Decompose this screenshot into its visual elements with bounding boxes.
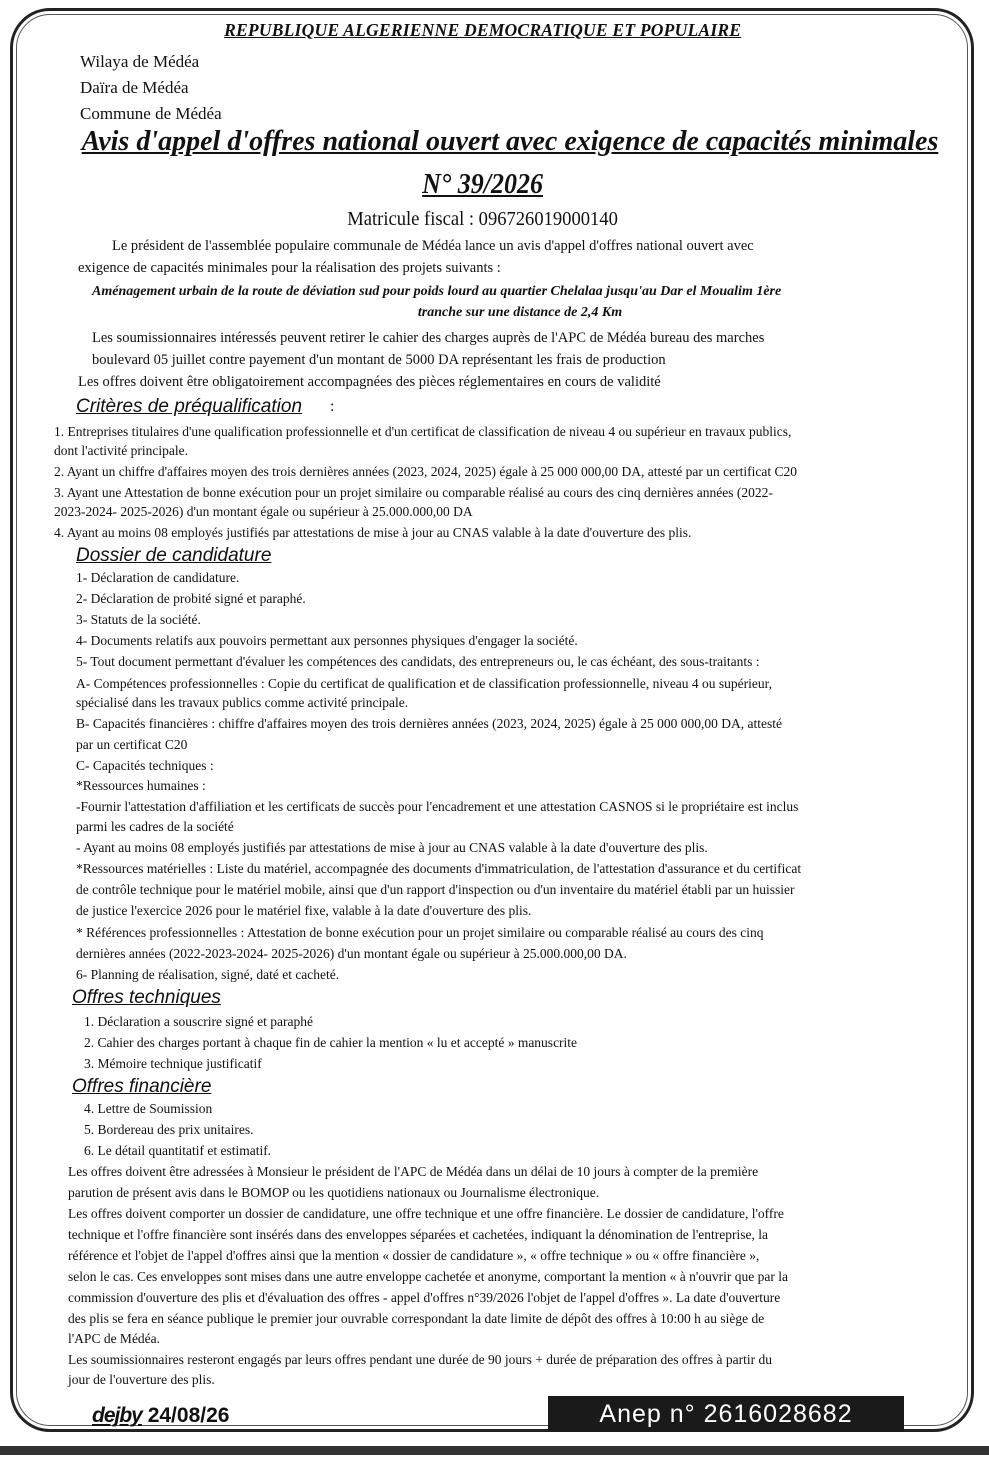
- intro-line: Le président de l'assemblée populaire communale de Médéa lance un avis d'appel d'offres national ouvert avec: [112, 238, 754, 254]
- dossier-item: *Ressources matérielles : Liste du matériel, accompagnée des documents d'immatriculation, de l'attestation d'assurance et du certificat: [76, 861, 802, 876]
- retrieval-line: boulevard 05 juillet contre payement d'un montant de 5000 DA représentant les frais de production: [92, 352, 666, 368]
- anep-reference: Anep n° 2616028682: [548, 1396, 904, 1432]
- closing-line: référence et l'objet de l'appel d'offres ainsi que la mention « dossier de candidature », « offre technique » ou « offre financière »,: [68, 1248, 760, 1263]
- republic-heading: REPUBLIQUE ALGERIENNE DEMOCRATIQUE ET POPULAIRE: [224, 20, 742, 40]
- publisher-logo: dejby: [92, 1404, 142, 1427]
- dossier-item: *Ressources humaines :: [76, 778, 206, 793]
- project-title: tranche sur une distance de 2,4 Km: [417, 305, 623, 320]
- dossier-item: B- Capacités financières : chiffre d'affaires moyen des trois dernières années (2023, 2024, 2025) égale à 25 000 000,00 DA, attesté: [76, 716, 782, 731]
- financial-offer-item: 6. Le détail quantitatif et estimatif.: [84, 1143, 272, 1158]
- criteria-item: 3. Ayant une Attestation de bonne exécution pour un projet similaire ou comparable réalisé au cours des cinq dernières années (2022-: [54, 485, 773, 500]
- retrieval-line: Les soumissionnaires intéressés peuvent retirer le cahier des charges auprès de l'APC de Médéa bureau des marches: [92, 330, 765, 346]
- technical-offer-item: 2. Cahier des charges portant à chaque fin de cahier la mention « lu et accepté » manuscrite: [84, 1035, 578, 1050]
- matricule-fiscal: Matricule fiscal : 096726019000140: [347, 208, 618, 230]
- closing-line: l'APC de Médéa.: [68, 1331, 161, 1346]
- publisher-stamp: [92, 1404, 229, 1428]
- criteria-item: 1. Entreprises titulaires d'une qualification professionnelle et d'un certificat de classification de niveau 4 ou supérieur en travaux publics,: [54, 424, 792, 439]
- criteria-item: dont l'activité principale.: [54, 443, 189, 458]
- dossier-item: dernières années (2022-2023-2024- 2025-2026) d'un montant égale ou supérieur à 25.000.000,00 DA.: [76, 946, 627, 961]
- notice-title: Avis d'appel d'offres national ouvert avec exigence de capacités minimales: [81, 126, 939, 157]
- criteria-item: 2. Ayant un chiffre d'affaires moyen des trois dernières années (2023, 2024, 2025) égale à 25 000 000,00 DA, attesté par un certificat C20: [54, 464, 797, 479]
- closing-line: jour de l'ouverture des plis.: [68, 1372, 215, 1387]
- dossier-item: 4- Documents relatifs aux pouvoirs permettant aux personnes physiques d'engager la société.: [76, 633, 578, 648]
- criteria-item: 2023-2024- 2025-2026) d'un montant égale ou supérieur à 25.000.000,00 DA: [54, 504, 473, 519]
- dossier-item: 1- Déclaration de candidature.: [76, 570, 240, 585]
- dossier-item: 5- Tout document permettant d'évaluer les compétences des candidats, des entrepreneurs ou, le cas échéant, des sous-traitants :: [76, 654, 760, 669]
- dossier-item: C- Capacités techniques :: [76, 758, 214, 773]
- technical-offers-heading: Offres techniques: [72, 987, 221, 1008]
- closing-line: des plis se fera en séance publique le premier jour ouvrable correspondant la date limite de dépôt des offres à 10:00 h au siège de: [68, 1311, 765, 1326]
- daira-line: Daïra de Médéa: [80, 78, 189, 97]
- intro-line: exigence de capacités minimales pour la réalisation des projets suivants :: [78, 260, 501, 276]
- dossier-item: - Ayant au moins 08 employés justifiés par attestations de mise à jour au CNAS valable à la date d'ouverture des plis.: [76, 840, 708, 855]
- dossier-item: 2- Déclaration de probité signé et paraphé.: [76, 591, 306, 606]
- commune-line: Commune de Médéa: [80, 104, 222, 123]
- dossier-heading: Dossier de candidature: [76, 545, 272, 566]
- publication-date: 24/08/26: [147, 1404, 230, 1427]
- criteria-heading: Critères de préqualification: [76, 396, 303, 417]
- project-title: Aménagement urbain de la route de déviation sud pour poids lourd au quartier Chelalaa jusqu'au Dar el Moualim 1ère: [92, 284, 782, 299]
- dossier-item: A- Compétences professionnelles : Copie du certificat de qualification et de classification professionnelle, niveau 4 ou supérieur,: [76, 676, 772, 691]
- dossier-item: de justice l'exercice 2026 pour le matériel fixe, valable à la date d'ouverture des plis.: [76, 903, 532, 918]
- closing-line: technique et l'offre financière sont insérés dans des enveloppes séparées et cachetées, indiquant la dénomination de l'entreprise, la: [68, 1227, 768, 1242]
- dossier-item: spécialisé dans les travaux publics comme activité principale.: [76, 695, 409, 710]
- retrieval-line: Les offres doivent être obligatoirement accompagnées des pièces réglementaires en cours de validité: [78, 374, 661, 390]
- technical-offer-item: 3. Mémoire technique justificatif: [84, 1056, 262, 1071]
- closing-line: Les soumissionnaires resteront engagés par leurs offres pendant une durée de 90 jours + durée de préparation des offres à partir du: [68, 1352, 773, 1367]
- closing-line: Les offres doivent comporter un dossier de candidature, une offre technique et une offre financière. Le dossier de candidature, l'offre: [68, 1206, 784, 1221]
- dossier-item: 6- Planning de réalisation, signé, daté et cacheté.: [76, 967, 340, 982]
- wilaya-line: Wilaya de Médéa: [80, 52, 200, 71]
- dossier-item: par un certificat C20: [76, 737, 188, 752]
- bottom-rule: [0, 1446, 989, 1455]
- notice-number: N° 39/2026: [422, 169, 543, 200]
- heading-colon: :: [330, 398, 335, 415]
- dossier-item: 3- Statuts de la société.: [76, 612, 201, 627]
- financial-offer-item: 4. Lettre de Soumission: [84, 1101, 213, 1116]
- financial-offers-heading: Offres financière: [72, 1076, 212, 1097]
- financial-offer-item: 5. Bordereau des prix unitaires.: [84, 1122, 254, 1137]
- closing-line: parution de présent avis dans le BOMOP ou les quotidiens nationaux ou Journalisme électronique.: [68, 1185, 600, 1200]
- dossier-item: * Références professionnelles : Attestation de bonne exécution pour un projet similaire ou comparable réalisé au cours des cinq: [76, 925, 764, 940]
- dossier-item: parmi les cadres de la société: [76, 819, 234, 834]
- closing-line: commission d'ouverture des plis et d'évaluation des offres - appel d'offres n°39/2026 l'objet de l'appel d'offres ». La date d'ouverture: [68, 1290, 781, 1305]
- criteria-item: 4. Ayant au moins 08 employés justifiés par attestations de mise à jour au CNAS valable à la date d'ouverture des plis.: [54, 525, 692, 540]
- closing-line: selon le cas. Ces enveloppes sont mises dans une autre enveloppe cachetée et anonyme, comportant la mention « à n'ouvrir que par la: [68, 1269, 788, 1284]
- closing-line: Les offres doivent être adressées à Monsieur le président de l'APC de Médéa dans un délai de 10 jours à compter de la première: [68, 1164, 759, 1179]
- dossier-item: de contrôle technique pour le matériel mobile, ainsi que d'un rapport d'inspection ou d'un inventaire du matériel établi par un huissier: [76, 882, 795, 897]
- technical-offer-item: 1. Déclaration a souscrire signé et paraphé: [84, 1014, 314, 1029]
- dossier-item: -Fournir l'attestation d'affiliation et les certificats de succès pour l'encadrement et une attestation CASNOS si le propriétaire est inclus: [76, 799, 799, 814]
